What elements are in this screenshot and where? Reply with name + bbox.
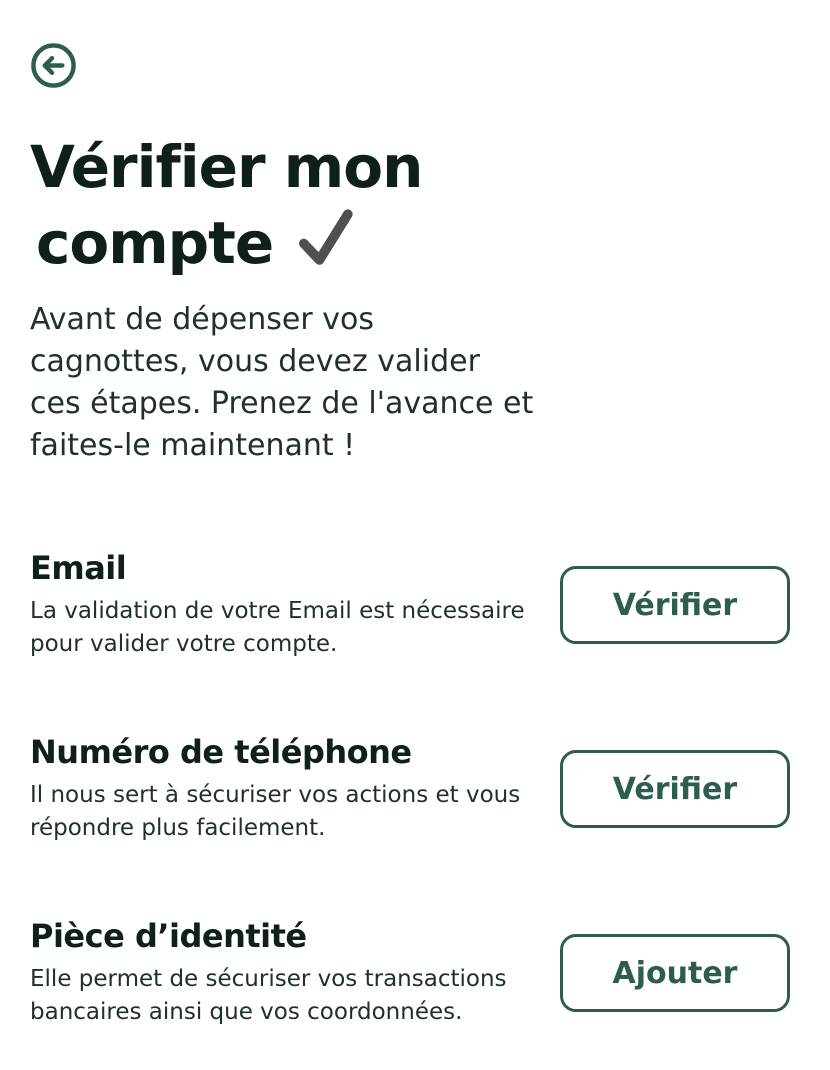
back-button[interactable] bbox=[30, 42, 77, 89]
verify-row-phone-description: Il nous sert à sécuriser vos actions et vous répondre plus facilement. bbox=[30, 782, 521, 841]
verify-row-phone-texts bbox=[30, 733, 550, 845]
page-subtitle: Avant de dépenser vos cagnottes, vous devez valider ces étapes. Prenez de l'avance et faites-le maintenant ! bbox=[30, 302, 534, 463]
verify-row-email-title: Email bbox=[30, 549, 127, 587]
verify-row-phone-title: Numéro de téléphone bbox=[30, 733, 412, 771]
verify-row-identity bbox=[30, 917, 790, 1029]
verify-row-identity-description: Elle permet de sécuriser vos transactions bancaires ainsi que vos coordonnées. bbox=[30, 966, 507, 1025]
verify-row-identity-texts bbox=[30, 917, 550, 1029]
check-mark-icon bbox=[291, 217, 357, 285]
page-title-line1: Vérifier mon bbox=[30, 133, 423, 201]
add-identity-button[interactable]: Ajouter bbox=[560, 934, 790, 1012]
verify-phone-button[interactable]: Vérifier bbox=[560, 750, 790, 828]
verify-row-email-description: La validation de votre Email est nécessaire pour valider votre compte. bbox=[30, 598, 525, 657]
verify-row-identity-title: Pièce d’identité bbox=[30, 917, 307, 955]
verify-row-email bbox=[30, 549, 790, 661]
page-title-line2: compte bbox=[30, 209, 357, 277]
page-title bbox=[30, 129, 790, 289]
verify-row-email-texts bbox=[30, 549, 550, 661]
arrow-left-circle-icon bbox=[30, 77, 77, 92]
verify-row-phone bbox=[30, 733, 790, 845]
verify-email-button[interactable]: Vérifier bbox=[560, 566, 790, 644]
